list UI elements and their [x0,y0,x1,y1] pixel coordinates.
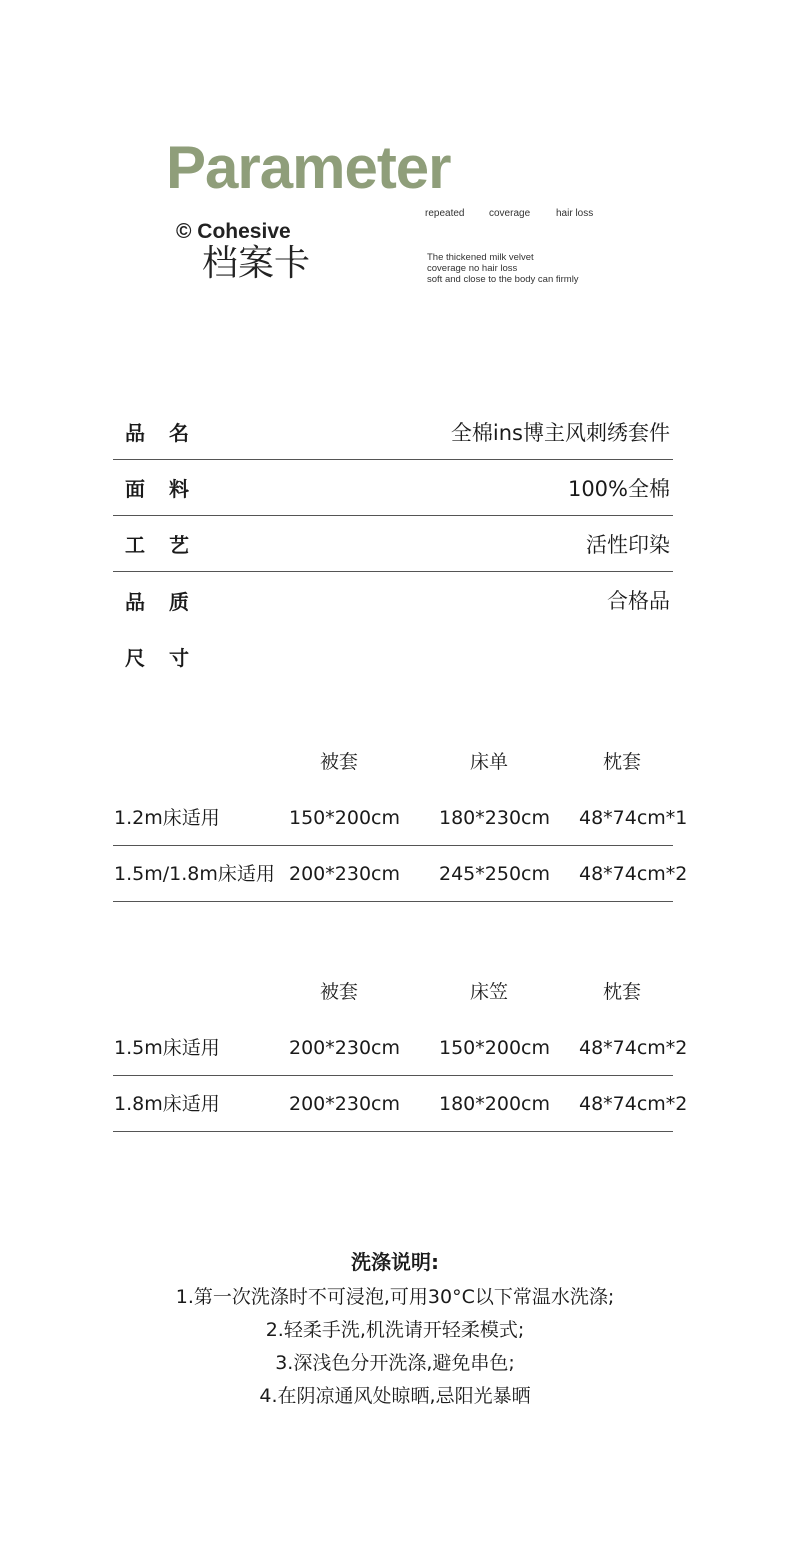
wash-title: 洗涤说明: [351,1250,439,1274]
description-line: The thickened milk velvet [427,252,534,263]
column-header: 被套 [320,981,359,1003]
table-cell: 48*74cm*2 [579,1093,688,1115]
spec-label: 品名 [125,421,213,445]
table-row [113,1076,688,1132]
tag-hair-loss: hair loss [556,208,594,219]
spec-row-name [113,404,673,460]
table-header-row [113,964,673,1020]
column-header: 被套 [320,751,359,773]
spec-value: 活性印染 [586,532,670,557]
table-cell: 180*200cm [439,1093,550,1115]
tag-coverage: coverage [489,208,531,219]
column-header: 枕套 [603,981,642,1003]
spec-value: 100%全棉 [567,476,670,501]
spec-row-craft [113,516,673,572]
spec-value: 合格品 [607,589,670,613]
size-table-fitted [113,964,688,1132]
table-cell: 200*230cm [289,863,400,885]
tag-repeated: repeated [425,208,465,219]
spec-row-size [113,628,673,684]
page-title: Parameter [166,134,451,201]
spec-label: 尺寸 [125,645,213,670]
product-description [427,252,579,285]
description-line: soft and close to the body can firmly [427,274,579,285]
table-cell: 180*230cm [439,807,550,829]
table-cell: 48*74cm*2 [579,1037,688,1059]
spec-label: 工艺 [125,533,213,557]
table-row [113,1020,688,1076]
column-header: 枕套 [603,751,642,773]
card-title: 档案卡 [202,243,311,284]
spec-row-quality [113,572,673,628]
description-line: coverage no hair loss [427,263,518,274]
wash-line: 2.轻柔手洗,机洗请开轻柔模式; [265,1319,525,1341]
spec-value: 全棉ins博主风刺绣套件 [450,420,670,445]
column-header: 床单 [470,751,509,773]
wash-line: 4.在阴凉通风处晾晒,忌阳光暴晒 [259,1385,531,1407]
wash-line: 3.深浅色分开洗涤,避免串色; [275,1352,515,1374]
table-row [113,846,688,902]
size-table-sheet [113,734,688,902]
bed-size: 1.8m床适用 [114,1093,220,1115]
wash-line: 1.第一次洗涤时不可浸泡,可用30°C以下常温水洗涤; [175,1286,615,1308]
bed-size: 1.5m床适用 [114,1037,220,1059]
column-header: 床笠 [470,981,509,1003]
table-cell: 200*230cm [289,1037,400,1059]
table-cell: 150*200cm [439,1037,550,1059]
spec-row-fabric [113,460,673,516]
bed-size: 1.5m/1.8m床适用 [114,863,275,885]
table-cell: 48*74cm*1 [579,807,688,829]
spec-label: 面料 [125,477,213,501]
table-cell: 245*250cm [439,863,550,885]
table-row [113,790,688,846]
bed-size: 1.2m床适用 [114,807,220,829]
table-cell: 48*74cm*2 [579,863,688,885]
table-cell: 200*230cm [289,1093,400,1115]
table-header-row [113,734,673,790]
brand-name: © Cohesive [176,220,291,243]
table-cell: 150*200cm [289,807,400,829]
spec-label: 品质 [125,589,213,614]
